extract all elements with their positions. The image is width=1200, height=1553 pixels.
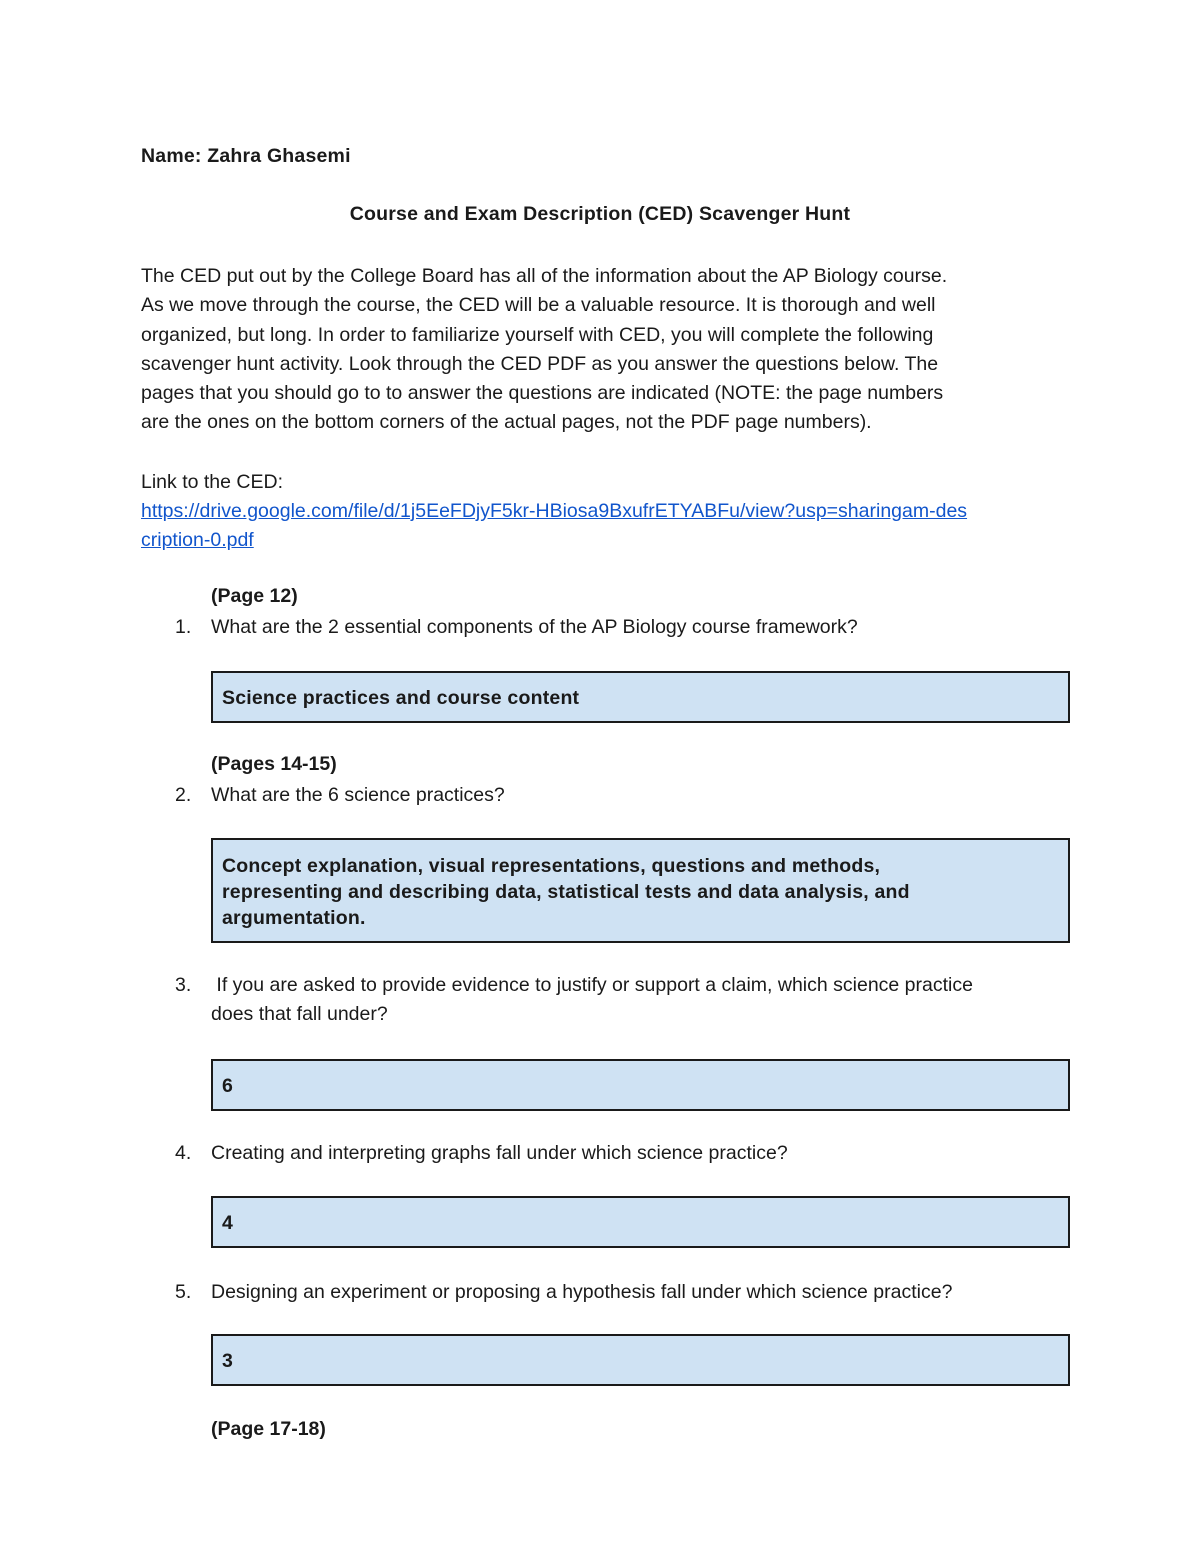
document-title: Course and Exam Description (CED) Scavenger Hunt bbox=[349, 203, 851, 225]
answer-line: argumentation. bbox=[222, 907, 366, 929]
answer-box[interactable] bbox=[211, 1059, 1070, 1111]
answer-line: representing and describing data, statistical tests and data analysis, and bbox=[222, 881, 910, 903]
ced-link[interactable] bbox=[141, 497, 1071, 556]
intro-line: scavenger hunt activity. Look through the CED PDF as you answer the questions below. The bbox=[141, 352, 939, 375]
intro-paragraph bbox=[141, 262, 1071, 438]
page-reference: (Page 17-18) bbox=[211, 1418, 326, 1440]
answer-line: Science practices and course content bbox=[222, 687, 580, 709]
question-text bbox=[211, 613, 1071, 642]
page-reference: (Page 12) bbox=[211, 585, 298, 607]
intro-line: are the ones on the bottom corners of the actual pages, not the PDF page numbers). bbox=[141, 411, 872, 434]
intro-line: As we move through the course, the CED will be a valuable resource. It is thorough and well bbox=[141, 294, 936, 317]
question-number: 2. bbox=[175, 784, 192, 806]
question-text bbox=[211, 971, 1071, 1030]
question-text bbox=[211, 1139, 1071, 1168]
ced-link-line[interactable]: https://drive.google.com/file/d/1j5EeFDjyF5kr-HBiosa9BxufrETYABFu/view?usp=sharingam-des bbox=[141, 500, 968, 522]
question-line: What are the 2 essential components of the AP Biology course framework? bbox=[211, 616, 858, 638]
question-text bbox=[211, 1278, 1071, 1307]
question-line: What are the 6 science practices? bbox=[211, 784, 505, 806]
question-line: Designing an experiment or proposing a hypothesis fall under which science practice? bbox=[211, 1281, 953, 1303]
question-number: 3. bbox=[175, 974, 192, 996]
answer-box[interactable] bbox=[211, 1196, 1070, 1248]
answer-box[interactable] bbox=[211, 671, 1070, 723]
question-text bbox=[211, 781, 1071, 810]
ced-link-line[interactable]: cription-0.pdf bbox=[141, 529, 254, 552]
answer-box[interactable] bbox=[211, 838, 1070, 943]
intro-line: The CED put out by the College Board has all of the information about the AP Biology course. bbox=[141, 265, 948, 287]
question-line: If you are asked to provide evidence to justify or support a claim, which science practice bbox=[211, 974, 973, 996]
answer-box[interactable] bbox=[211, 1334, 1070, 1386]
intro-line: pages that you should go to to answer the questions are indicated (NOTE: the page numbers bbox=[141, 382, 944, 405]
question-number: 5. bbox=[175, 1281, 192, 1303]
page-reference: (Pages 14-15) bbox=[211, 753, 337, 775]
intro-line: organized, but long. In order to familiarize yourself with CED, you will complete the following bbox=[141, 323, 934, 346]
answer-line: Concept explanation, visual representations, questions and methods, bbox=[222, 855, 881, 877]
student-name: Name: Zahra Ghasemi bbox=[141, 145, 351, 167]
question-line: Creating and interpreting graphs fall under which science practice? bbox=[211, 1142, 788, 1164]
answer-line: 6 bbox=[222, 1075, 234, 1097]
answer-line: 3 bbox=[222, 1350, 234, 1372]
question-number: 1. bbox=[175, 616, 192, 638]
question-number: 4. bbox=[175, 1142, 192, 1164]
question-line: does that fall under? bbox=[211, 1003, 388, 1026]
answer-line: 4 bbox=[222, 1212, 234, 1234]
link-label: Link to the CED: bbox=[141, 471, 283, 493]
